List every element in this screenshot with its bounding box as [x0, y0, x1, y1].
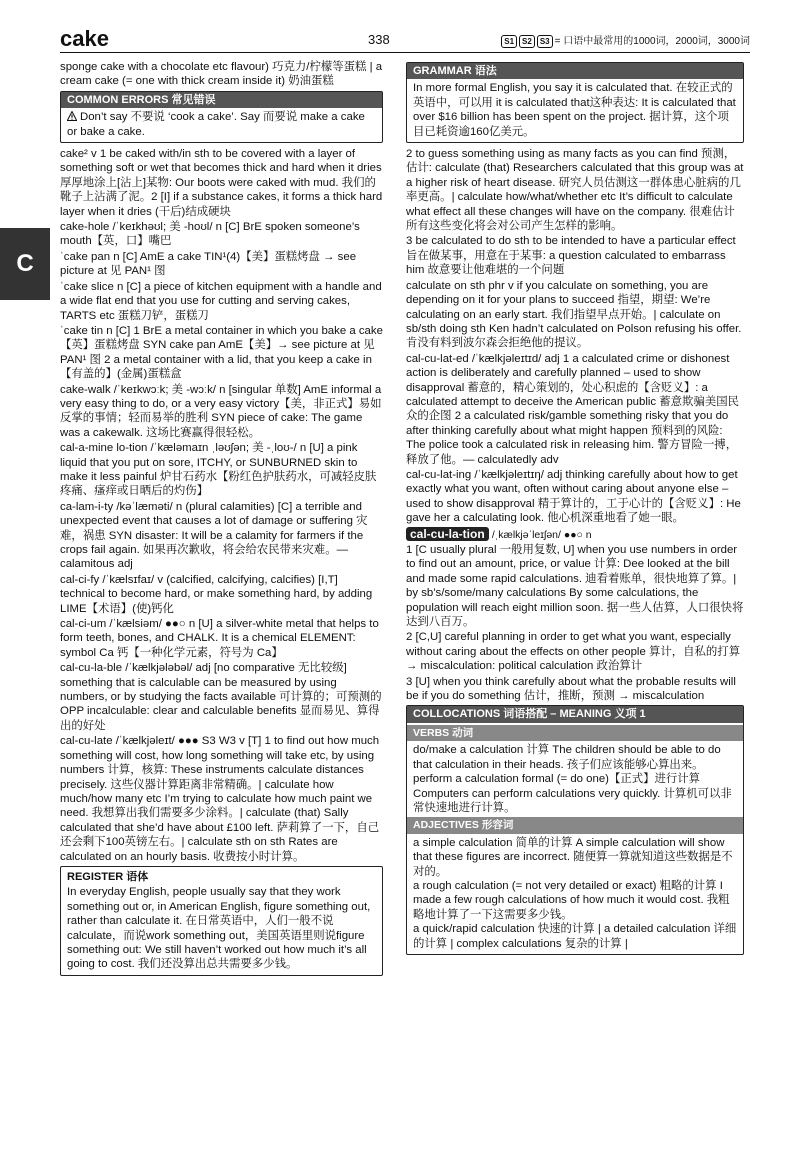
grammar-box [406, 62, 744, 143]
sense-3: 3 be calculated to do sth to be intended to have a particular effect 旨在做某事，用意在于某事: a question calculated to embarrass him 故意要让他难堪的一个问题 [406, 235, 736, 277]
running-headword: cake [60, 26, 109, 51]
entry-cakewalk: cake-walk /ˈkeɪkwɔːk; 美 -wɔːk/ n [singular 单数] AmE informal a very easy thing to do, or a very easy victory【美，非正式】易如反掌的事情；轻而易举的胜利 SYN piece of cake: The game was a cakewalk. 这场比赛赢得很轻松。 [60, 383, 382, 439]
headword-calculation: cal-cu-la-tion [406, 527, 489, 541]
thumb-index-letter: C [16, 250, 34, 277]
frequency-badge: S3 [537, 35, 553, 48]
collocation-adj-2: a rough calculation (= not very detailed or exact) 粗略的计算 I made a few rough calculations of how much it would cost. 我粗略地计算了一下这需要多少钱。 [413, 879, 730, 921]
entry-cake-tin: ˈcake tin n [C] 1 BrE a metal container in which you bake a cake【英】蛋糕烤盘 SYN cake pan AmE【美】→ see picture at 见 PAN¹ 图 2 a metal container with a lid, that you keep a cake in【有盖的】(金属)蛋糕盒 [60, 324, 383, 381]
entry-calamity: ca-lam-i-ty /kəˈlæməti/ n (plural calamities) [C] a terrible and unexpected event that causes a lot of damage or suffering 灾难，祸患 SYN disaster: It will be a calamity for farmers if the crops fail again. 如果再次歉收，将会给农民带来灾难。— calamitous adj [60, 500, 368, 571]
frequency-key [501, 32, 750, 48]
thumb-index-tab [0, 228, 50, 300]
entry-calculated: cal-cu-lat-ed /ˈkælkjəleɪtɪd/ adj 1 a calculated crime or dishonest action is deliberately and carefully planned – used to show disapproval 蓄意的，精心策划的，处心积虑的【含贬义】: a calculated attempt to deceive the American public 蓄意欺骗美国民众的企图 2 a calculated risk/gamble something risky that you do after thinking carefully about what might happen 预料到的风险: The police took a calculated risk in releasing him. 警方冒险一搏，释放了他。— calculatedly adv [406, 352, 740, 466]
register-box [60, 866, 383, 976]
entry-calcium: cal-ci-um /ˈkælsiəm/ ●●○ n [U] a silver-white metal that helps to form teeth, bones, and CHALK. It is a chemical ELEMENT: symbol Ca 钙【一种化学元素，符号为 Ca】 [60, 618, 379, 659]
entry-cake-pan: ˈcake pan n [C] AmE a cake TIN¹(4)【美】蛋糕烤盘 → see picture at 见 PAN¹ 图 [60, 250, 357, 278]
frequency-note: = 口语中最常用的1000词，2000词，3000词 [554, 36, 750, 47]
calculation-sense-1: 1 [C usually plural 一般用复数, U] when you use numbers in order to find out an amount, price, or value 计算: Dee looked at the bill and made some rapid calculations. 迪看着账单，很快地算了算。| by sb’s/some/many calculations By some calculations, the population will reach eight million soon. 据一些人估算，人口很快将达到八百万。 [406, 544, 744, 629]
entry-calcify: cal-ci-fy /ˈkælsɪfaɪ/ v (calcified, calcifying, calcifies) [I,T] technical to become hard, or make something hard, by adding LIME【术语】(使)钙化 [60, 573, 373, 615]
entry-cake-slice: ˈcake slice n [C] a piece of kitchen equipment with a handle and a wide flat end that you use for cutting and serving cakes, TARTS etc 蛋糕刀铲，蛋糕刀 [60, 280, 382, 322]
page-number: 338 [368, 32, 390, 47]
collocation-adj-1: a simple calculation 简单的计算 A simple calculation will show that these figures are incorrect. 随便算一算就知道这些数据是不对的。 [413, 836, 733, 878]
collocation-verb-2: perform a calculation formal (= do one)【正式】进行计算 Computers can perform calculations very quickly. 计算机可以非常快速地进行计算。 [413, 773, 732, 814]
page-header [60, 26, 750, 52]
frequency-badge: S2 [519, 35, 535, 48]
entry-continuation: sponge cake with a chocolate etc flavour) 巧克力/柠檬等蛋糕 | a cream cake (= one with thick cream inside it) 奶油蛋糕 [60, 61, 383, 88]
entry-calculate-on: calculate on sth phr v if you calculate on something, you are depending on it for your plans to succeed 指望，期望: We’re calculating on an early start. 我们指望早点开始。| calculate on sb/sth doing sth Ken hadn’t calculated on Polson refusing his offer. 肯没有料到波尔森会拒绝他的提议。 [406, 279, 742, 350]
warning-icon [67, 111, 77, 121]
collocations-title: COLLOCATIONS 词语搭配 – MEANING 义项 1 [407, 706, 743, 722]
common-errors-text: Don’t say 不要说 ‘cook a cake’. Say 而要说 make a cake or bake a cake. [67, 111, 365, 138]
common-errors-box [60, 91, 383, 143]
entry-cake-hole: cake-hole /ˈkeɪkhəʊl; 美 -hoʊl/ n [C] BrE spoken someone’s mouth【英，口】嘴巴 [60, 221, 360, 248]
entry-cake2: cake² v 1 be caked with/in sth to be covered with a layer of something soft or wet that becomes thick and hard when it dries 厚厚地涂上[沾上]某物: Our boots were caked with mud. 我们的靴子上沾满了泥。2 [I] if a substance cakes, it forms a thick hard layer when it dries (干后)结成硬块 [60, 148, 383, 218]
collocation-adj-3: a quick/rapid calculation 快速的计算 | a detailed calculation 详细的计算 | complex calculations 复杂的计算 | [413, 923, 737, 950]
grammar-text: In more formal English, you say it is calculated that. 在较正式的英语中，可以用 it is calculated that这种表达: It is calculated that over $16 billion has been spent on the project. 据计算，这个项目已耗资逾160亿美元。 [413, 82, 736, 138]
header-rule [60, 52, 750, 53]
entry-calamine-lotion: cal-a-mine lo-tion /ˈkæləmaɪn ˌləʊʃən; 美 -ˌloʊ-/ n [U] a pink liquid that you put on sore, ITCHY, or SUNBURNED skin to make it less painful 炉甘石药水【粉红色护肤药水，可减轻皮肤疼痛、瘙痒或日晒后的灼伤】 [60, 442, 377, 498]
register-text: In everyday English, people usually say that they work something out or, in American English, figure something out, rather than calculate it. 在日常英语中，人们一般不说calculate，而说work something out，美国英语里则说figure something out: We still haven’t worked out how much it’s all going to cost. 我们还没算出总共需要多少钱。 [67, 886, 371, 971]
left-column [60, 60, 383, 980]
collocations-box [406, 705, 744, 955]
entry-calculable: cal-cu-la-ble /ˈkælkjələbəl/ adj [no comparative 无比较级] something that is calculable can be measured by using numbers, or by studying the facts available 可计算的；可预测的 OPP incalculable: clear and calculable benefits 显而易见、算得出的好处 [60, 662, 382, 732]
calculation-sense-3: 3 [U] when you think carefully about what the probable results will be if you do something 估计，推断，预测 → miscalculation [406, 675, 736, 703]
entry-calculation [406, 527, 744, 542]
grammar-title: GRAMMAR 语法 [407, 63, 743, 79]
common-errors-title: COMMON ERRORS 常见错误 [61, 92, 382, 108]
register-title: REGISTER 语体 [67, 870, 149, 883]
calculation-pronunciation: /ˌkælkjəˈleɪʃən/ ●●○ n [491, 528, 592, 541]
sense-2: 2 to guess something using as many facts as you can find 预测，估计: calculate (that) Researchers calculated that this group was at a higher risk of heart disease. 研究人员估测这一群体患心脏病的几率更高。| calculate how/what/whether etc It’s difficult to calculate what effect all these changes will have on the company. 很难估计所有这些变化将会对公司产生怎样的影响。 [406, 148, 744, 233]
verbs-title: VERBS 动词 [407, 725, 743, 741]
frequency-badge: S1 [501, 35, 517, 48]
entry-calculate: cal-cu-late /ˈkælkjəleɪt/ ●●● S3 W3 v [T] 1 to find out how much something will cost, how long something will take etc, by using numbers 计算，核算: These instruments calculate distances precisely. 这些仪器计算距离非常精确。| calculate how much/how many etc I’m trying to calculate how much paint we need. 我想算出我们需要多少涂料。| calculate (that) Sally calculated that she’d have about £100 left. 萨莉算了一下，自己还会剩下100英镑左右。| calculate sth on sth Rates are calculated on an hourly basis. 收费按小时计算。 [60, 735, 380, 863]
calculation-sense-2: 2 [C,U] careful planning in order to get what you want, especially without caring about the effects on other people 算计，自私的打算 → miscalculation: political calculation 政治算计 [406, 631, 741, 673]
right-column [406, 60, 744, 959]
common-errors-body [61, 110, 382, 139]
adjectives-title: ADJECTIVES 形容词 [407, 817, 743, 833]
collocation-verb-1: do/make a calculation 计算 The children should be able to do that calculation in their heads. 孩子们应该能够心算出来。 [413, 744, 721, 771]
entry-calculating: cal-cu-lat-ing /ˈkælkjəleɪtɪŋ/ adj thinking carefully about how to get exactly what you want, often without caring about anyone else – used to show disapproval 精于算计的，工于心计的【含贬义】: He gave her a calculating look. 他心机深重地看了她一眼。 [406, 468, 741, 525]
